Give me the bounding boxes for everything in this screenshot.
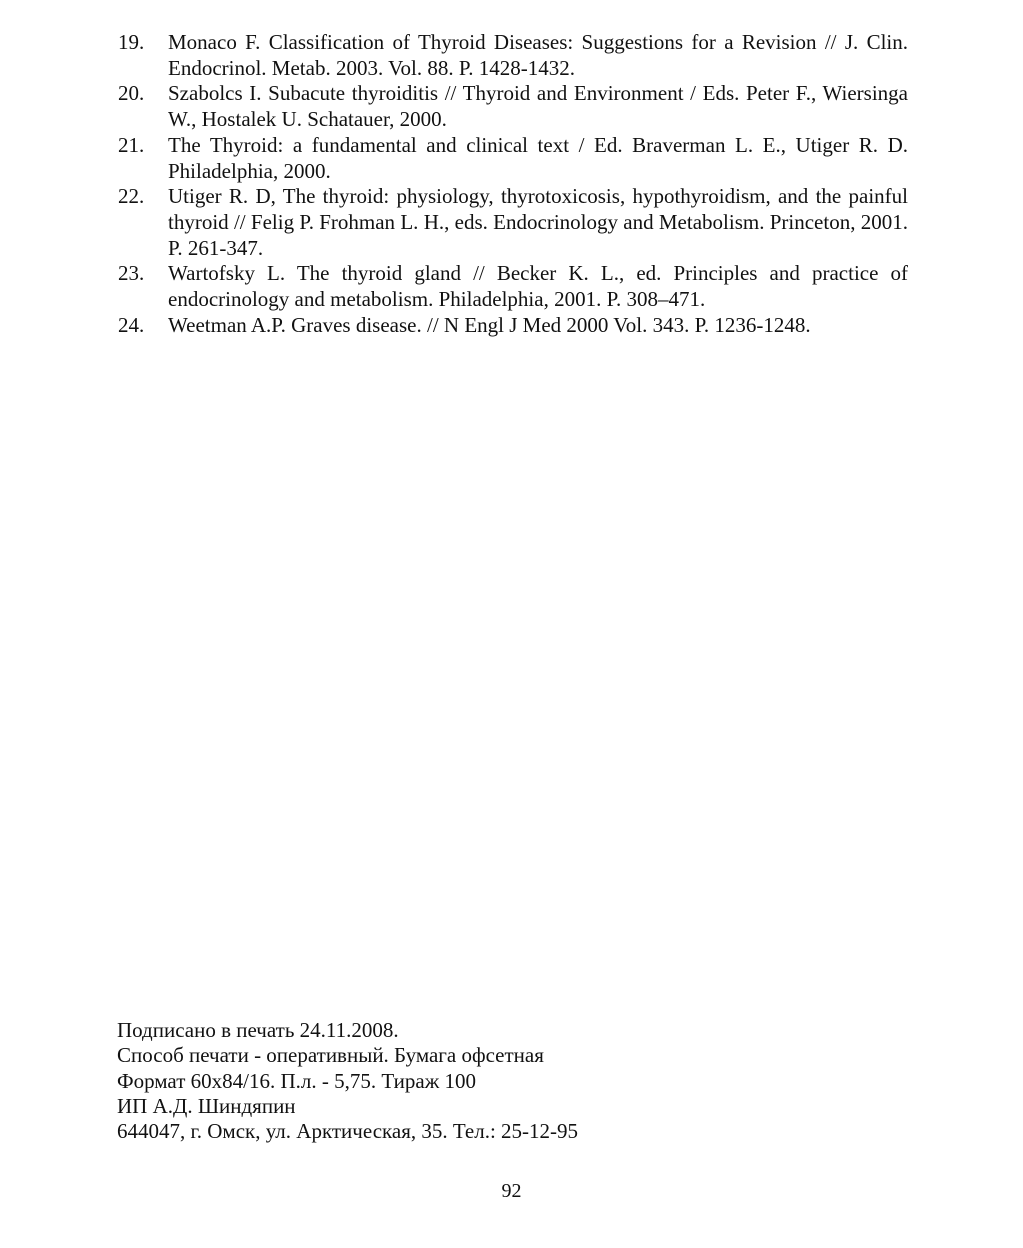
reference-item bbox=[118, 261, 908, 312]
reference-item bbox=[118, 133, 908, 184]
reference-text: Monaco F. Classification of Thyroid Diseases: Suggestions for a Revision // J. Clin. Endocrinol. Metab. 2003. Vol. 88. P. 1428-1432. bbox=[168, 30, 908, 80]
reference-item bbox=[118, 30, 908, 81]
reference-number: 23. bbox=[118, 261, 145, 286]
reference-text: Wartofsky L. The thyroid gland // Becker K. L., ed. Principles and practice of endocrinology and metabolism. Philadelphia, 2001. P. 308–471. bbox=[168, 261, 908, 312]
reference-number: 21. bbox=[118, 132, 145, 157]
imprint-block bbox=[117, 1018, 817, 1144]
reference-item bbox=[118, 313, 908, 339]
reference-item bbox=[118, 81, 908, 132]
reference-item bbox=[118, 184, 908, 261]
reference-number: 20. bbox=[118, 81, 145, 106]
page-number: 92 bbox=[501, 1180, 522, 1202]
imprint-address: 644047, г. Омск, ул. Арктическая, 35. Тел.: 25-12-95 bbox=[117, 1119, 579, 1144]
imprint-printing-method: Способ печати - оперативный. Бумага офсетная bbox=[117, 1043, 544, 1068]
reference-number: 22. bbox=[118, 184, 145, 209]
reference-text: Szabolcs I. Subacute thyroiditis // Thyroid and Environment / Eds. Peter F., Wiersinga W., Hostalek U. Schatauer, 2000. bbox=[168, 81, 908, 132]
reference-list bbox=[118, 30, 908, 338]
reference-number: 24. bbox=[118, 312, 145, 337]
reference-text: The Thyroid: a fundamental and clinical text / Ed. Braverman L. E., Utiger R. D. Philadelphia, 2000. bbox=[168, 132, 908, 183]
imprint-signed-date: Подписано в печать 24.11.2008. bbox=[117, 1018, 399, 1042]
reference-text: Weetman A.P. Graves disease. // N Engl J Med 2000 Vol. 343. P. 1236-1248. bbox=[168, 312, 811, 337]
imprint-publisher: ИП А.Д. Шиндяпин bbox=[117, 1093, 296, 1118]
imprint-format: Формат 60x84/16. П.л. - 5,75. Тираж 100 bbox=[117, 1068, 476, 1093]
reference-text: Utiger R. D, The thyroid: physiology, thyrotoxicosis, hypothyroidism, and the painful thyroid // Felig P. Frohman L. H., eds. Endocrinology and Metabolism. Princeton, 2001. P. 261-347. bbox=[168, 184, 908, 260]
reference-number: 19. bbox=[118, 30, 145, 54]
